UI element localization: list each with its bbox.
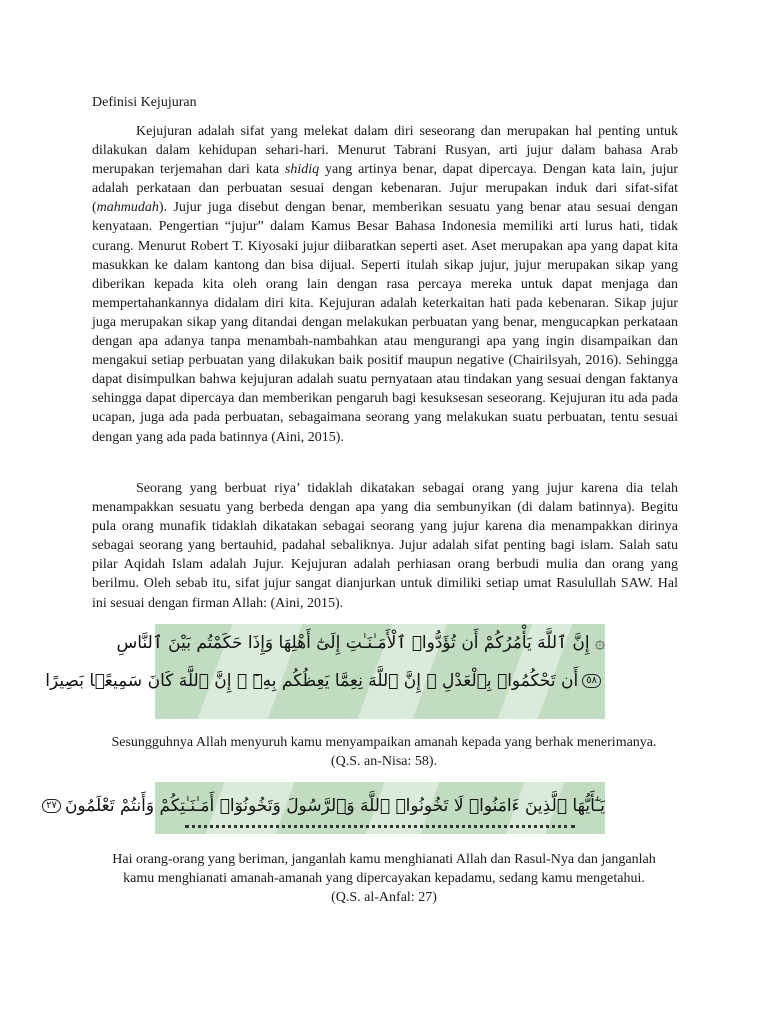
arabic-verse-line: ۞ إِنَّ ٱللَّهَ يَأْمُرُكُمْ أَن تُؤَدُّوا۟ ٱلْأَمَـٰنَـٰتِ إِلَىٰٓ أَهْلِهَا وَإِذَا حَكَمْتُم بَيْنَ ٱلنَّاسِ bbox=[116, 633, 605, 653]
verse-translation-al-anfal bbox=[84, 850, 684, 907]
paragraph-riya: Seorang yang berbuat riya’ tidaklah dikatakan sebagai orang yang jujur karena dia telah menampakkan sesuatu yang berbeda dengan apa yang dia sembunyikan (di dalam batinnya). Begitu pula orang munafik tidaklah dikatakan sebagai seorang yang jujur karena dia menampakkan dirinya sebagai seorang yang bertauhid, padahal sebaliknya. Jujur adalah sifat penting bagi islam. Salah satu pilar Aqidah Islam adalah Jujur. Kejujuran adalah perhiasan orang berbudi mulia dan orang yang berilmu. Oleh sebab itu, sifat jujur sangat dianjurkan untuk dimiliki setiap umat Rasulullah SAW. Hal ini sesuai dengan firman Allah: (Aini, 2015). bbox=[92, 481, 678, 611]
verse-translation-an-nisa bbox=[84, 733, 684, 771]
ayah-number-badge: ٥٨ bbox=[582, 674, 601, 688]
arabic-verse-line bbox=[46, 787, 605, 825]
section-heading: Definisi Kejujuran bbox=[92, 95, 197, 110]
term-shidiq: shidiq bbox=[284, 162, 320, 178]
arabic-verse-text: أَن تَحْكُمُوا۟ بِٱلْعَدْلِ ۚ إِنَّ ٱللَّهَ نِعِمَّا يَعِظُكُم بِهِۦٓ ۗ إِنَّ ٱللَّهَ كَانَ سَمِيعًۢا بَصِيرًا bbox=[45, 671, 579, 691]
verse-reference: (Q.S. al-Anfal: 27) bbox=[331, 890, 437, 905]
paragraph-text-part: yang artinya benar, dapat dipercaya. Dengan kata lain, jujur adalah perkataan dan perbuatan sesuai dengan kebenaran. Jujur merupakan induk dari sifat-sifat ( bbox=[92, 162, 678, 216]
paragraph-definition bbox=[92, 122, 678, 447]
paragraph-text-part: ). Jujur juga disebut dengan benar, memberikan sesuatu yang benar atau sesuai dengan kenyataan. Pengertian “jujur” dalam Kamus Besar Bahasa Indonesia memiliki arti lurus hati, tidak curang. Menurut Robert T. Kiyosaki jujur diibaratkan seperti aset. Aset merupakan apa yang dapat kita masukkan ke dalam kantong dan bisa dijual. Seperti itulah sikap jujur, jujur merupakan sikap yang diberikan kepada kita oleh orang lain dengan rasa percaya mereka untuk dapat menjaga dan mempertahankannya didalam diri kita. Kejujuran adalah keterkaitan hati pada kebenaran. Sikap jujur juga merupakan sikap yang ditandai dengan melakukan perbuatan yang benar, mengucapkan perkataan dengan apa adanya tanpa menambah-nambahkan atau mengurangi apa yang ingin disampaikan dan mengakui setiap perbuatan yang dilakukan baik positif maupun negative (Chairilsyah, 2016). Sehingga dapat disimpulkan bahwa kejujuran adalah suatu pernyataan atau tindakan yang sesuai dengan faktanya sehingga dapat dipercaya dan memberikan pengaruh bagi kesuksesan seseorang. Kejujuran itu ada pada ucapan, juga ada pada perbuatan, sebagaimana seorang yang melakukan suatu perbuatan, tentu sesuai dengan yang ada pada batinnya (Aini, 2015). bbox=[92, 200, 678, 445]
term-mahmudah: mahmudah bbox=[96, 200, 159, 216]
paragraph-text-part: Kejujuran adalah sifat yang melekat dalam diri seseorang dan merupakan hal penting untuk dilakukan dalam kehidupan sehari-hari. Menurut Tabrani Rusyan, arti jujur dalam bahasa Arab merupakan terjemahan dari kata bbox=[92, 124, 678, 178]
translation-line: kamu menghianati amanah-amanah yang dipercayakan kepadamu, sedang kamu mengetahui. bbox=[123, 871, 645, 886]
arabic-verse-line bbox=[45, 662, 605, 700]
arabic-verse-text: يَـٰٓأَيُّهَا ٱلَّذِينَ ءَامَنُوا۟ لَا تَخُونُوا۟ ٱللَّهَ وَٱلرَّسُولَ وَتَخُونُوٓا۟ أَمَـٰنَـٰتِكُمْ وَأَنتُمْ تَعْلَمُونَ bbox=[64, 796, 605, 816]
verse-reference: (Q.S. an-Nisa: 58). bbox=[330, 754, 438, 769]
translation-line: Sesungguhnya Allah menyuruh kamu menyampaikan amanah kepada yang berhak menerimanya. bbox=[111, 735, 657, 750]
ayah-number-badge: ٢٧ bbox=[42, 799, 61, 813]
quran-verse-image-al-anfal bbox=[46, 782, 605, 834]
cropped-text-fragment bbox=[185, 825, 575, 842]
translation-line: Hai orang-orang yang beriman, janganlah kamu menghianati Allah dan Rasul-Nya dan janganlah bbox=[112, 852, 656, 867]
quran-verse-image-an-nisa bbox=[45, 624, 605, 719]
